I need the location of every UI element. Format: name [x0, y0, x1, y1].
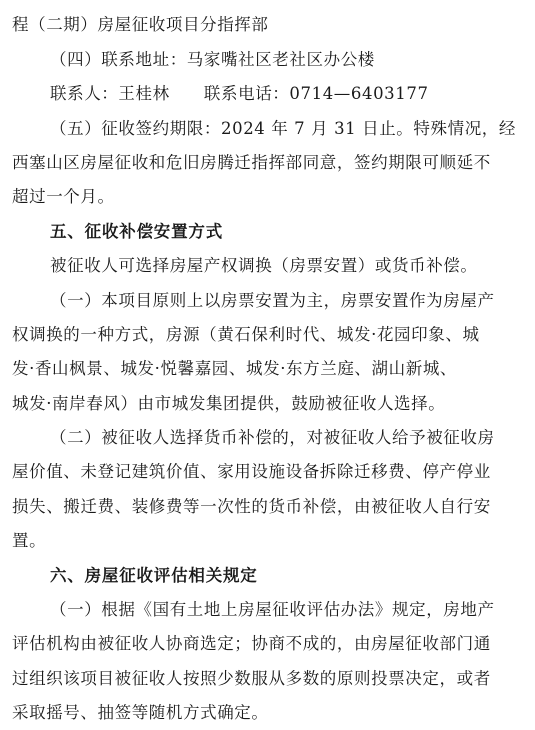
text-line: 权调换的一种方式，房源（黄石保利时代、城发·花园印象、城	[12, 325, 480, 344]
text-line: （一）根据《国有土地上房屋征收评估办法》规定，房地产	[50, 600, 495, 619]
section-heading: 六、房屋征收评估相关规定	[50, 566, 258, 585]
text-line: 损失、搬迁费、装修费等一次性的货币补偿，由被征收人自行安	[12, 497, 491, 516]
text-line: 屋价值、未登记建筑价值、家用设施设备拆除迁移费、停产停业	[12, 462, 491, 481]
section-heading: 五、征收补偿安置方式	[50, 222, 223, 241]
text-line: 置。	[12, 531, 47, 550]
text-line: 城发·南岸春风）由市城发集团提供，鼓励被征收人选择。	[12, 394, 446, 413]
text-line: 超过一个月。	[12, 187, 115, 206]
text-line: （五）征收签约期限：2024 年 7 月 31 日止。特殊情况，经	[50, 119, 517, 138]
text-line: 程（二期）房屋征收项目分指挥部	[12, 15, 269, 34]
text-line: 西塞山区房屋征收和危旧房腾迁指挥部同意，签约期限可顺延不	[12, 153, 491, 172]
text-line: 采取摇号、抽签等随机方式确定。	[12, 703, 269, 722]
text-line: （四）联系地址：马家嘴社区老社区办公楼	[50, 50, 375, 69]
text-line: （一）本项目原则上以房票安置为主，房票安置作为房屋产	[50, 291, 495, 310]
text-line: 联系人：王桂林 联系电话：0714—6403177	[50, 84, 429, 103]
text-line: 过组织该项目被征收人按照少数服从多数的原则投票决定，或者	[12, 669, 491, 688]
text-line: （二）被征收人选择货币补偿的，对被征收人给予被征收房	[50, 428, 495, 447]
text-line: 评估机构由被征收人协商选定；协商不成的，由房屋征收部门通	[12, 634, 491, 653]
text-line: 发·香山枫景、城发·悦馨嘉园、城发·东方兰庭、湖山新城、	[12, 359, 458, 378]
text-line: 被征收人可选择房屋产权调换（房票安置）或货币补偿。	[50, 256, 478, 275]
